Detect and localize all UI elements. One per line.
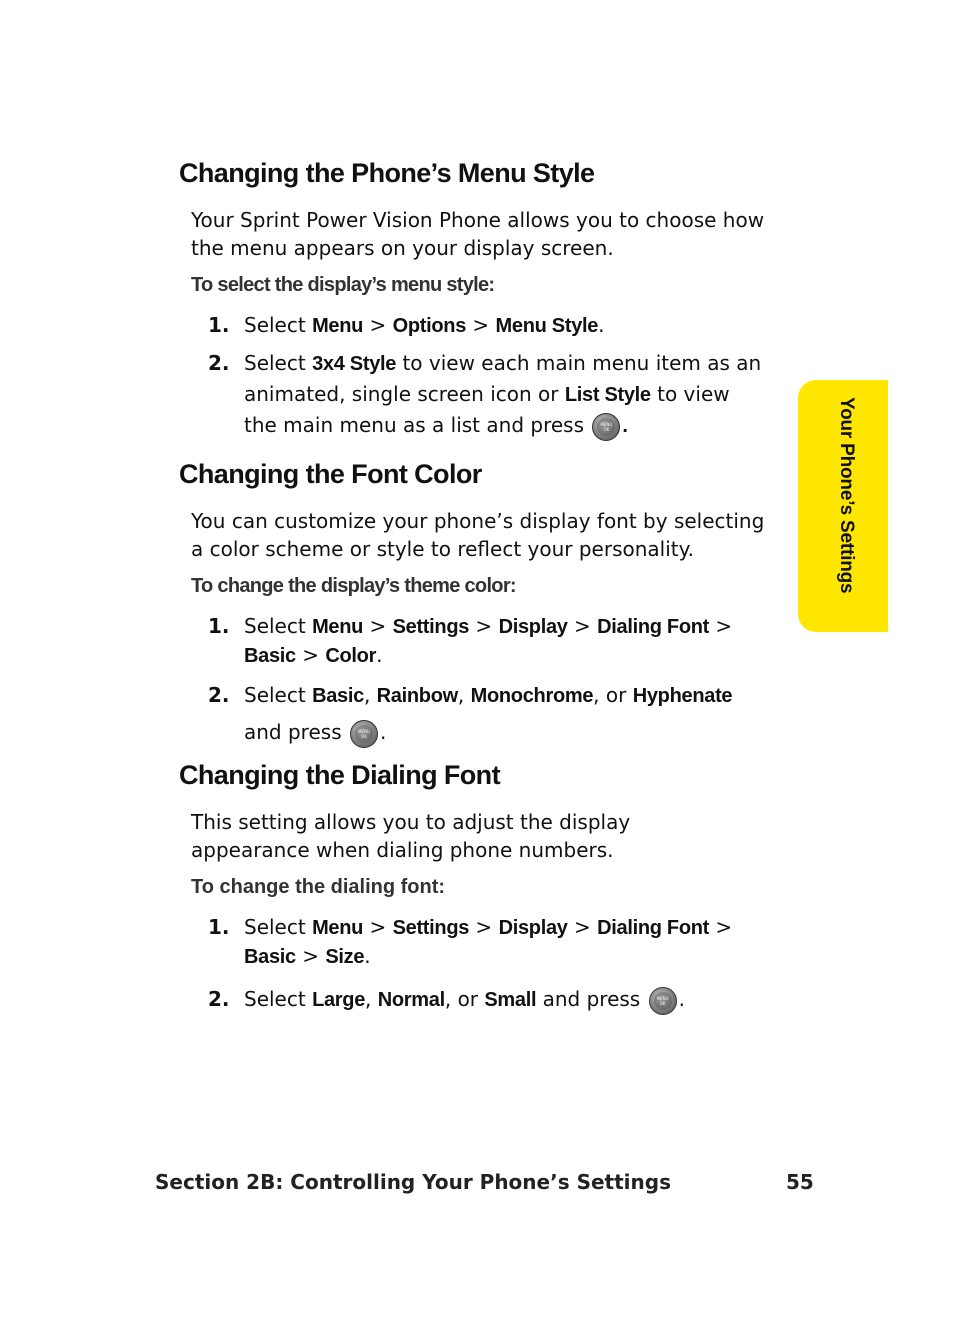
step-text: >	[567, 614, 598, 638]
menu-term: Rainbow	[376, 685, 458, 707]
step-text: ,	[365, 987, 378, 1011]
menu-term: Menu	[312, 616, 364, 638]
step-text: Select	[244, 915, 313, 939]
step-text: .	[376, 643, 383, 667]
step-text: ,	[457, 683, 471, 707]
lead-menu-style: To select the display’s menu style:	[191, 274, 495, 296]
menu-term: Display	[498, 917, 568, 939]
step-font-color-2	[208, 677, 788, 750]
side-tab-label: Your Phone’s Settings	[836, 397, 857, 594]
menu-term: Small	[484, 989, 537, 1011]
menu-term: Dialing Font	[597, 917, 710, 939]
step-number: 1.	[208, 915, 230, 939]
menu-ok-key-icon: MENU OK	[649, 987, 677, 1015]
step-text: Select	[244, 351, 313, 375]
step-number: 2.	[208, 987, 230, 1011]
step-text: .	[598, 313, 605, 337]
menu-term: Basic	[244, 645, 296, 667]
step-menu-style-2	[208, 348, 788, 441]
step-text: >	[363, 313, 393, 337]
intro-dialing-font: This setting allows you to adjust the display appearance when dialing phone numbers.	[191, 810, 631, 862]
intro-font-color: You can customize your phone’s display font by selecting a color scheme or style to reflect your personality.	[191, 509, 765, 561]
section-heading-dialing-font: Changing the Dialing Font	[179, 760, 500, 790]
menu-term: Menu	[312, 917, 364, 939]
step-text: Select	[244, 614, 313, 638]
step-dialing-font-1	[208, 913, 788, 971]
step-text: .	[379, 720, 387, 744]
page-number: 55	[786, 1170, 814, 1194]
step-text: .	[622, 415, 628, 437]
step-text: >	[709, 614, 733, 638]
step-text: Select	[244, 683, 313, 707]
step-text: Select	[244, 987, 313, 1011]
menu-term: Large	[312, 989, 366, 1011]
menu-term: Basic	[244, 946, 296, 968]
step-text: Select	[244, 313, 313, 337]
menu-term: Normal	[377, 989, 445, 1011]
step-text: >	[469, 614, 499, 638]
menu-term: Basic	[312, 685, 364, 707]
menu-term: Settings	[392, 616, 470, 638]
menu-term: List Style	[564, 384, 651, 406]
lead-font-color: To change the display’s theme color:	[191, 575, 516, 597]
menu-term: Options	[392, 315, 467, 337]
menu-term: Display	[498, 616, 568, 638]
step-number: 1.	[208, 313, 230, 337]
step-text: >	[466, 313, 496, 337]
step-text: >	[363, 614, 393, 638]
menu-ok-key-icon: MENU OK	[350, 720, 378, 748]
step-text: >	[295, 643, 326, 667]
step-text: and press	[244, 720, 348, 744]
step-text: , or	[444, 987, 485, 1011]
menu-term: Monochrome	[470, 685, 594, 707]
step-text: and press	[536, 987, 647, 1011]
menu-term: 3x4 Style	[312, 353, 397, 375]
step-number: 1.	[208, 614, 230, 638]
menu-term: Hyphenate	[632, 685, 733, 707]
step-number: 2.	[208, 351, 230, 375]
step-text: >	[363, 915, 393, 939]
menu-term: Menu Style	[495, 315, 599, 337]
step-text: ,	[363, 683, 377, 707]
menu-term: Settings	[392, 917, 470, 939]
menu-term: Size	[325, 946, 365, 968]
menu-term: Color	[325, 645, 377, 667]
step-text: >	[709, 915, 733, 939]
step-text: >	[567, 915, 598, 939]
step-text: .	[678, 987, 685, 1011]
menu-term: Menu	[312, 315, 364, 337]
step-text: to view the main menu as a list and press	[244, 382, 730, 437]
step-text: >	[295, 944, 326, 968]
footer-section-title: Section 2B: Controlling Your Phone’s Settings	[155, 1170, 671, 1194]
step-font-color-1	[208, 612, 788, 670]
section-heading-menu-style: Changing the Phone’s Menu Style	[179, 158, 595, 188]
menu-term: Dialing Font	[597, 616, 710, 638]
step-text: >	[469, 915, 499, 939]
lead-dialing-font: To change the dialing font:	[191, 876, 446, 898]
step-dialing-font-2	[208, 985, 788, 1015]
step-text: to view each main menu item as an animated, single screen icon or	[244, 351, 762, 406]
step-number: 2.	[208, 683, 230, 707]
step-text: , or	[593, 683, 633, 707]
intro-menu-style: Your Sprint Power Vision Phone allows you to choose how the menu appears on your display screen.	[191, 208, 765, 260]
menu-ok-key-icon: MENU OK	[592, 413, 620, 441]
step-text: .	[364, 944, 371, 968]
step-menu-style-1	[208, 311, 788, 340]
section-heading-font-color: Changing the Font Color	[179, 459, 482, 489]
